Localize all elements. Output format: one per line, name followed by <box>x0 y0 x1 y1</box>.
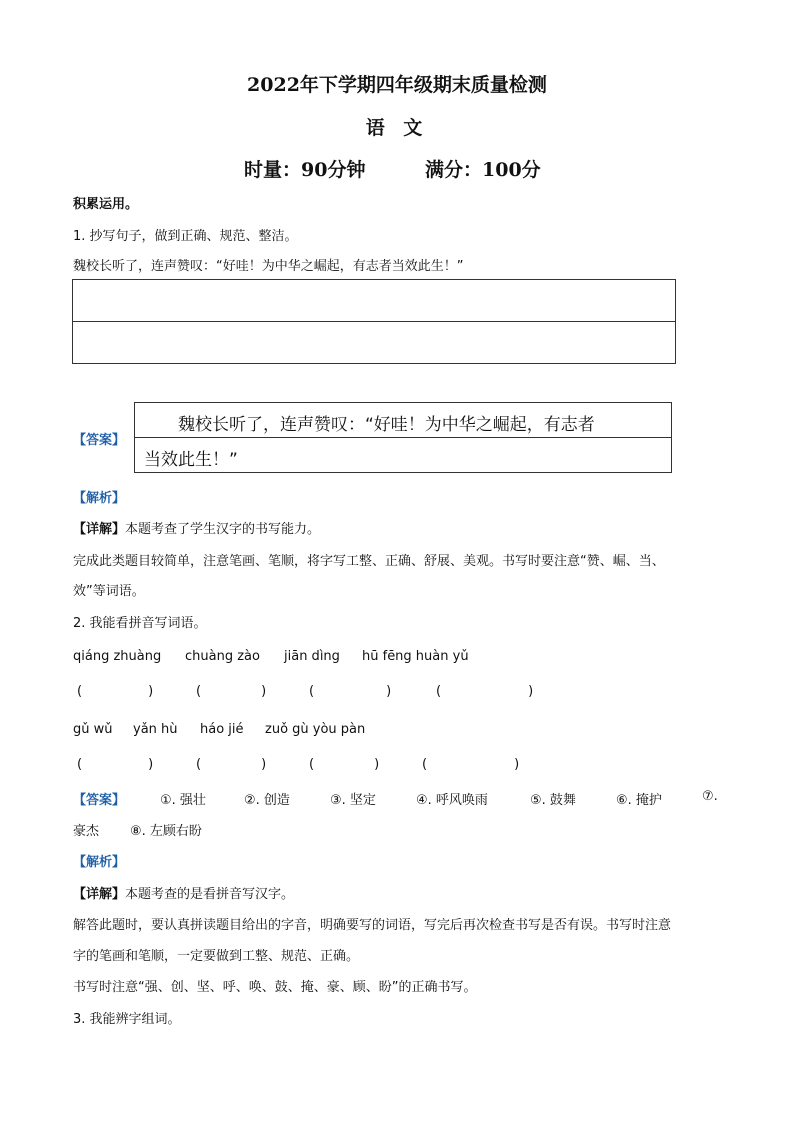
q2-answer-4: ④. 呼风唤雨 <box>416 793 488 808</box>
q2-answer-1: ①. 强壮 <box>160 793 206 808</box>
q2-explain-line1: 解答此题时，要认真拼读题目给出的字音，明确要写的词语，写完后再次检查书写是否有误。书写时注意 <box>73 918 672 933</box>
pinyin-5: gǔ wǔ <box>73 722 113 737</box>
blank-4[interactable]: ( ) <box>436 684 534 699</box>
pinyin-8: zuǒ gù yòu pàn <box>265 722 366 737</box>
pinyin-7: háo jié <box>200 722 244 737</box>
blank-8[interactable]: ( ) <box>422 757 520 772</box>
q1-detail-tag: 【详解】 <box>73 522 126 537</box>
score-label: 满分：100分 <box>425 159 541 181</box>
copy-writing-divider <box>72 321 676 322</box>
q2-analysis-tag: 【解析】 <box>73 855 126 870</box>
pinyin-6: yǎn hù <box>133 722 178 737</box>
q1-sentence: 魏校长听了，连声赞叹：“好哇！为中华之崛起，有志者当效此生！” <box>73 259 464 274</box>
q2-detail-tag: 【详解】 <box>73 887 126 902</box>
blank-2[interactable]: ( ) <box>196 684 267 699</box>
blank-6[interactable]: ( ) <box>196 757 267 772</box>
q2-answer-3: ③. 坚定 <box>330 793 376 808</box>
q1-explain-line1: 完成此类题目较简单，注意笔画、笔顺，将字写工整、正确、舒展、美观。书写时要注意“赞、崛、当、 <box>73 554 665 569</box>
q2-detail-text: 本题考查的是看拼音写汉字。 <box>125 887 295 902</box>
q2-answer-2: ②. 创造 <box>244 793 290 808</box>
subject-title: 语 文 <box>365 117 429 139</box>
exam-title: 2022年下学期四年级期末质量检测 <box>247 74 547 96</box>
q1-analysis-tag: 【解析】 <box>73 491 126 506</box>
q1-answer-line1: 魏校长听了，连声赞叹：“好哇！为中华之崛起，有志者 <box>178 415 595 435</box>
q1-answer-tag: 【答案】 <box>73 433 126 448</box>
q3-prompt: 3. 我能辨字组词。 <box>73 1012 181 1027</box>
q1-prompt: 1. 抄写句子，做到正确、规范、整洁。 <box>73 229 298 244</box>
q2-answer-7-word: 豪杰 <box>73 824 100 839</box>
blank-3[interactable]: ( ) <box>309 684 392 699</box>
q2-explain-line2: 字的笔画和笔顺，一定要做到工整、规范、正确。 <box>73 949 360 964</box>
q2-answer-5: ⑤. 鼓舞 <box>530 793 576 808</box>
answer-box-divider <box>134 437 672 438</box>
section-heading: 积累运用。 <box>73 197 139 212</box>
pinyin-3: jiān dìng <box>284 649 340 664</box>
q1-detail-text: 本题考查了学生汉字的书写能力。 <box>125 522 321 537</box>
q2-explain-line3: 书写时注意“强、创、坚、呼、唤、鼓、掩、豪、顾、盼”的正确书写。 <box>73 980 477 995</box>
pinyin-4: hū fēng huàn yǔ <box>362 649 469 664</box>
q2-answer-7: ⑦. <box>702 789 718 804</box>
q2-answer-6: ⑥. 掩护 <box>616 793 662 808</box>
q2-answer-8: ⑧. 左顾右盼 <box>130 824 202 839</box>
time-label: 时量：90分钟 <box>244 159 366 181</box>
blank-5[interactable]: ( ) <box>77 757 154 772</box>
q2-detail <box>73 883 294 902</box>
blank-1[interactable]: ( ) <box>77 684 154 699</box>
pinyin-1: qiáng zhuàng <box>73 649 162 664</box>
q1-detail <box>73 518 320 537</box>
q2-prompt: 2. 我能看拼音写词语。 <box>73 616 207 631</box>
q1-explain-line2: 效”等词语。 <box>73 584 145 599</box>
pinyin-2: chuàng zào <box>185 649 260 664</box>
q2-answer-tag: 【答案】 <box>73 793 126 808</box>
q1-answer-line2: 当效此生！” <box>144 450 238 470</box>
blank-7[interactable]: ( ) <box>309 757 380 772</box>
